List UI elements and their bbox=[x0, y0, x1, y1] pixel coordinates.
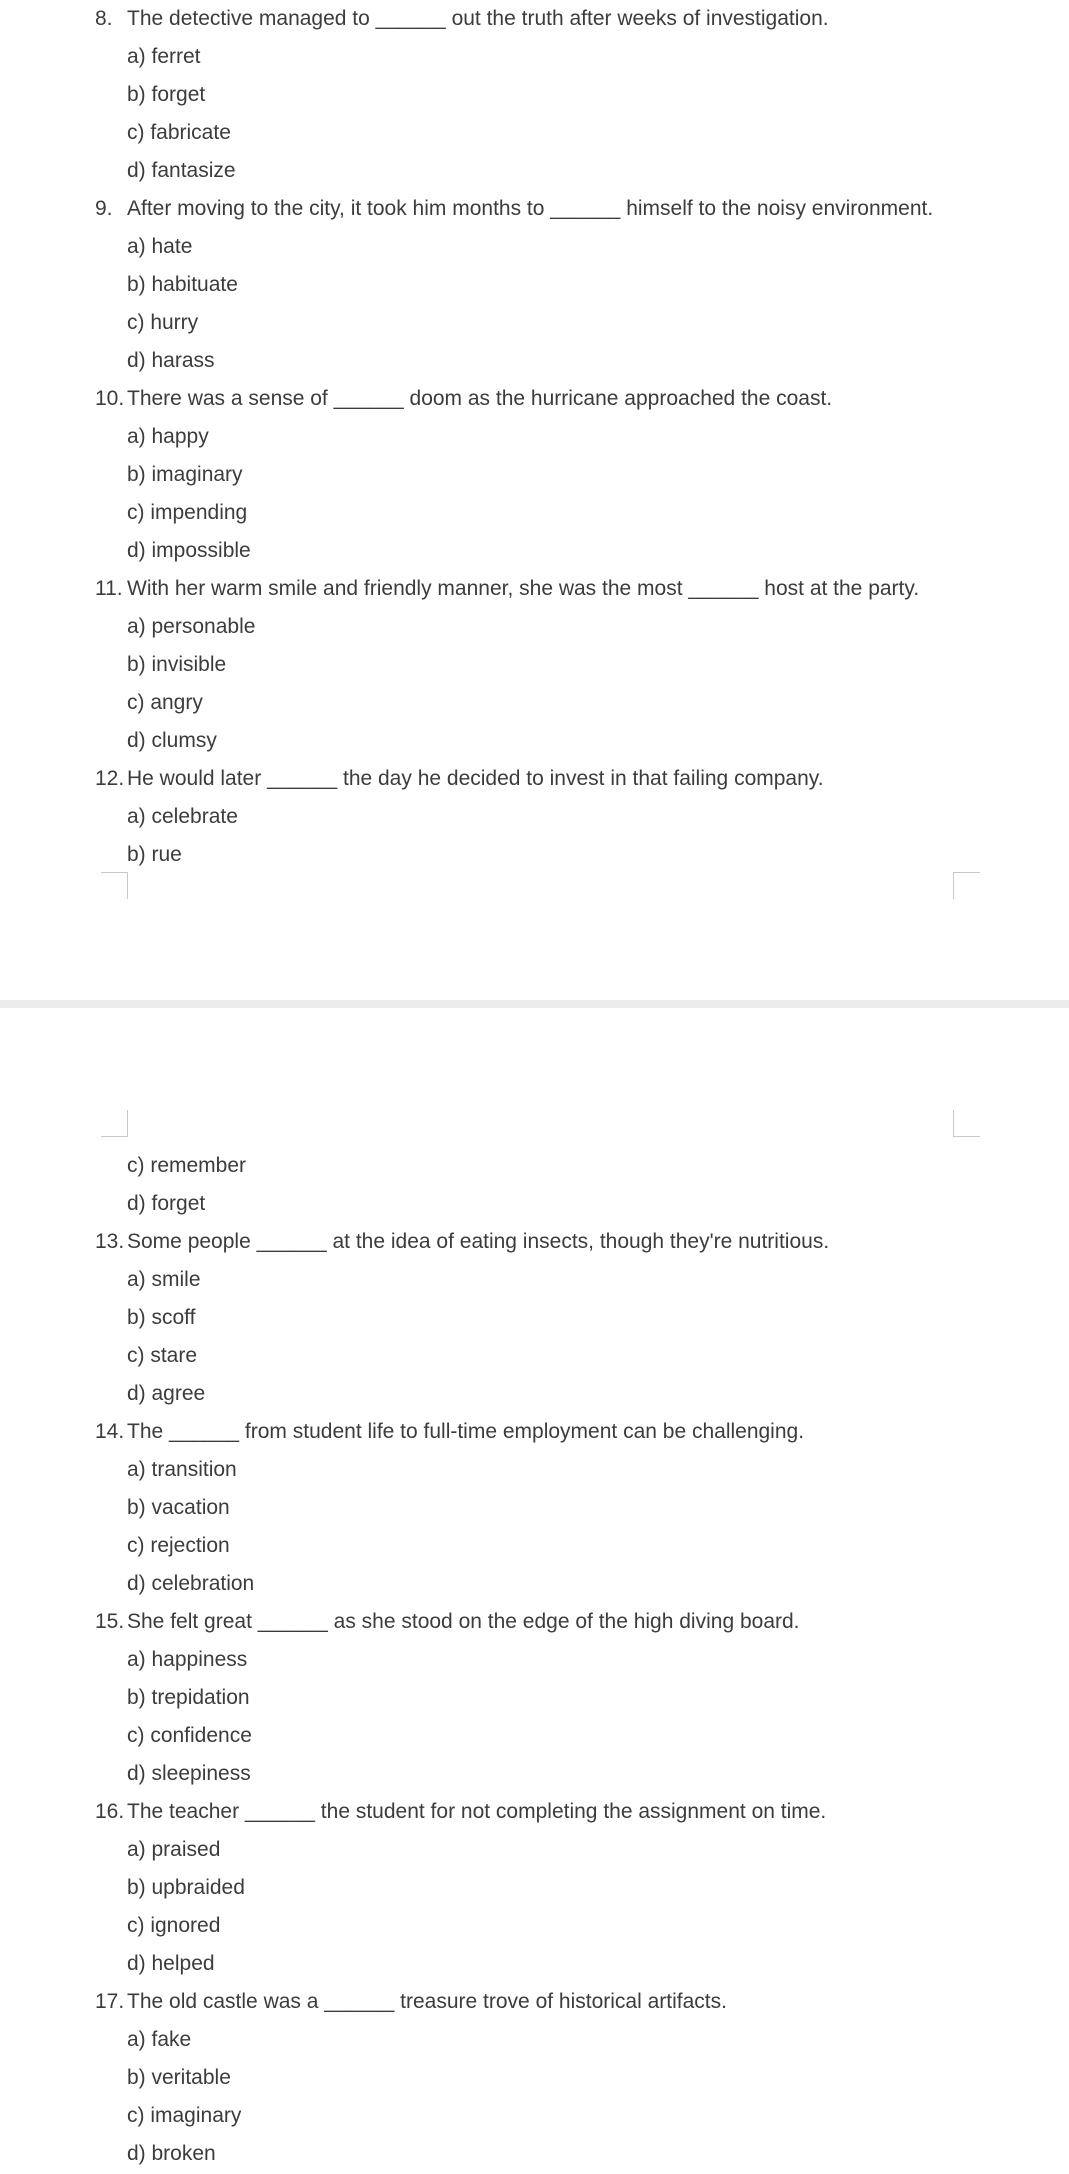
option-12-a: a) celebrate bbox=[127, 805, 238, 828]
question-number: 10. bbox=[95, 387, 125, 410]
question-text: There was a sense of ______ doom as the hurricane approached the coast. bbox=[127, 387, 833, 410]
option-8-c: c) fabricate bbox=[127, 121, 231, 144]
option-15-b: b) trepidation bbox=[127, 1686, 250, 1709]
question-text: He would later ______ the day he decided to invest in that failing company. bbox=[127, 767, 824, 790]
margin-corner-bottom-right bbox=[953, 872, 980, 899]
question-number: 15. bbox=[95, 1610, 125, 1633]
question-text: The detective managed to ______ out the truth after weeks of investigation. bbox=[127, 7, 829, 30]
margin-corner-top-left bbox=[101, 1110, 128, 1137]
option-17-d: d) broken bbox=[127, 2142, 216, 2165]
option-12-c: c) remember bbox=[127, 1154, 247, 1177]
option-13-c: c) stare bbox=[127, 1344, 198, 1367]
option-12-b: b) rue bbox=[127, 843, 182, 866]
option-9-a: a) hate bbox=[127, 235, 193, 258]
question-text: The old castle was a ______ treasure trove of historical artifacts. bbox=[127, 1990, 727, 2013]
option-12-d: d) forget bbox=[127, 1192, 206, 1215]
option-15-c: c) confidence bbox=[127, 1724, 252, 1747]
question-number: 16. bbox=[95, 1800, 125, 1823]
question-number: 9. bbox=[95, 197, 113, 220]
option-10-c: c) impending bbox=[127, 501, 248, 524]
option-10-b: b) imaginary bbox=[127, 463, 243, 486]
option-14-d: d) celebration bbox=[127, 1572, 255, 1595]
option-8-b: b) forget bbox=[127, 83, 206, 106]
option-14-c: c) rejection bbox=[127, 1534, 230, 1557]
question-text: The teacher ______ the student for not completing the assignment on time. bbox=[127, 1800, 827, 1823]
option-13-a: a) smile bbox=[127, 1268, 201, 1291]
option-11-d: d) clumsy bbox=[127, 729, 217, 752]
option-10-a: a) happy bbox=[127, 425, 209, 448]
option-15-a: a) happiness bbox=[127, 1648, 248, 1671]
question-number: 14. bbox=[95, 1420, 125, 1443]
option-11-c: c) angry bbox=[127, 691, 203, 714]
option-13-b: b) scoff bbox=[127, 1306, 196, 1329]
option-9-c: c) hurry bbox=[127, 311, 199, 334]
option-9-d: d) harass bbox=[127, 349, 215, 372]
option-16-b: b) upbraided bbox=[127, 1876, 245, 1899]
question-number: 17. bbox=[95, 1990, 125, 2013]
question-number: 11. bbox=[95, 577, 123, 600]
option-10-d: d) impossible bbox=[127, 539, 251, 562]
option-14-b: b) vacation bbox=[127, 1496, 230, 1519]
option-17-c: c) imaginary bbox=[127, 2104, 242, 2127]
question-text: With her warm smile and friendly manner, she was the most ______ host at the party. bbox=[127, 577, 920, 600]
option-17-a: a) fake bbox=[127, 2028, 192, 2051]
option-8-d: d) fantasize bbox=[127, 159, 236, 182]
question-number: 8. bbox=[95, 7, 113, 30]
page-break bbox=[0, 1000, 1069, 1008]
margin-corner-bottom-left bbox=[101, 872, 128, 899]
option-14-a: a) transition bbox=[127, 1458, 237, 1481]
option-13-d: d) agree bbox=[127, 1382, 206, 1405]
margin-corner-top-right bbox=[953, 1110, 980, 1137]
document-page-2 bbox=[0, 1008, 1069, 2174]
question-text: She felt great ______ as she stood on the edge of the high diving board. bbox=[127, 1610, 800, 1633]
option-16-a: a) praised bbox=[127, 1838, 221, 1861]
question-text: The ______ from student life to full-time employment can be challenging. bbox=[127, 1420, 805, 1443]
option-9-b: b) habituate bbox=[127, 273, 238, 296]
option-11-b: b) invisible bbox=[127, 653, 227, 676]
question-number: 13. bbox=[95, 1230, 125, 1253]
option-16-c: c) ignored bbox=[127, 1914, 221, 1937]
option-16-d: d) helped bbox=[127, 1952, 215, 1975]
question-text: Some people ______ at the idea of eating insects, though they're nutritious. bbox=[127, 1230, 830, 1253]
option-8-a: a) ferret bbox=[127, 45, 201, 68]
document-page-1 bbox=[0, 0, 1069, 1000]
question-text: After moving to the city, it took him months to ______ himself to the noisy environment. bbox=[127, 197, 934, 220]
question-number: 12. bbox=[95, 767, 125, 790]
option-15-d: d) sleepiness bbox=[127, 1762, 251, 1785]
option-17-b: b) veritable bbox=[127, 2066, 231, 2089]
option-11-a: a) personable bbox=[127, 615, 256, 638]
